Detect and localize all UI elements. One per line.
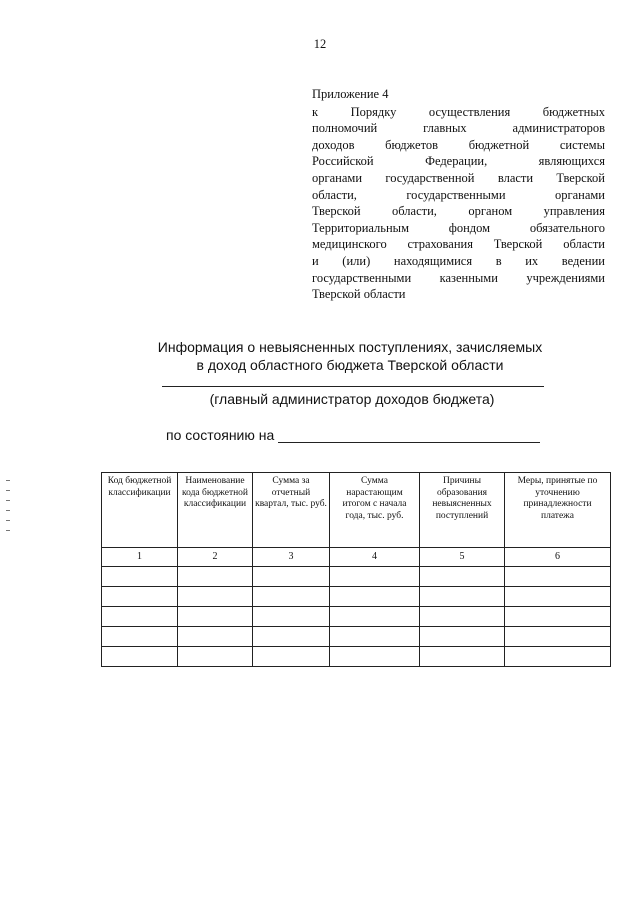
table-cell[interactable] [330,587,420,607]
margin-mark [6,510,10,511]
margin-mark [6,490,10,491]
appendix-line: полномочий главных администраторов [312,121,605,136]
column-header: Наименование кода бюджетной классификации [178,473,253,548]
column-number: 3 [253,548,330,567]
appendix-line: медицинского страхования Тверской области [312,237,605,252]
status-row [166,427,546,443]
document-heading [150,338,550,374]
admin-fill-line[interactable] [162,386,544,387]
table-cell[interactable] [505,567,611,587]
appendix-line: доходов бюджетов бюджетной системы [312,137,605,152]
column-number: 4 [330,548,420,567]
table-header-row [102,473,611,548]
table-cell[interactable] [505,627,611,647]
column-number: 6 [505,548,611,567]
table-cell[interactable] [178,627,253,647]
margin-marks [6,480,10,540]
margin-mark [6,480,10,481]
appendix-line: и (или) находящимися в их ведении [312,253,605,268]
heading-line-1: Информация о невыясненных поступлениях, зачисляемых [157,339,543,355]
table-cell[interactable] [178,647,253,667]
margin-mark [6,520,10,521]
table-cell[interactable] [102,607,178,627]
table-cell[interactable] [253,627,330,647]
appendix-line: Российской Федерации, являющихся [312,154,605,169]
table-cell[interactable] [505,607,611,627]
appendix-line: органами государственной власти Тверской [312,170,605,185]
column-number: 5 [420,548,505,567]
table-cell[interactable] [102,647,178,667]
table-cell[interactable] [253,587,330,607]
appendix-block [312,86,605,303]
appendix-line: области, государственными органами [312,187,605,202]
page-number: 12 [313,37,327,51]
column-header: Причины образования невыясненных поступлений [420,473,505,548]
table-cell[interactable] [102,567,178,587]
table-cell[interactable] [330,607,420,627]
table-cell[interactable] [178,607,253,627]
appendix-line: Тверской области [312,287,406,302]
report-table [101,472,611,667]
table-row [102,647,611,667]
table-cell[interactable] [420,607,505,627]
table-row [102,627,611,647]
margin-mark [6,500,10,501]
table-cell[interactable] [420,587,505,607]
appendix-line: государственными казенными учреждениями [312,270,605,285]
table-cell[interactable] [253,607,330,627]
table-cell[interactable] [178,567,253,587]
table-cell[interactable] [330,627,420,647]
heading-line-2: в доход областного бюджета Тверской области [196,357,504,373]
column-number-row [102,548,611,567]
appendix-line: Территориальным фондом обязательного [312,220,605,235]
margin-mark [6,530,10,531]
status-date-field[interactable] [278,428,540,443]
table-cell[interactable] [178,587,253,607]
column-number: 1 [102,548,178,567]
table-cell[interactable] [420,567,505,587]
column-header: Сумма нарастающим итогом с начала года, тыс. руб. [330,473,420,548]
table-cell[interactable] [102,587,178,607]
status-label: по состоянию на [166,427,275,443]
column-header: Код бюджетной классификации [102,473,178,548]
appendix-title: Приложение 4 [312,87,389,101]
admin-caption: (главный администратор доходов бюджета) [209,391,495,407]
table-row [102,587,611,607]
column-header: Сумма за отчетный квартал, тыс. руб. [253,473,330,548]
table-row [102,567,611,587]
table-cell[interactable] [420,647,505,667]
column-header: Меры, принятые по уточнению принадлежности платежа [505,473,611,548]
table-cell[interactable] [420,627,505,647]
table-cell[interactable] [505,647,611,667]
table-cell[interactable] [253,567,330,587]
table-cell[interactable] [330,567,420,587]
appendix-line: Тверской области, органом управления [312,204,605,219]
table-cell[interactable] [102,627,178,647]
table-row [102,607,611,627]
table-cell[interactable] [330,647,420,667]
column-number: 2 [178,548,253,567]
appendix-line: к Порядку осуществления бюджетных [312,104,605,119]
table-cell[interactable] [253,647,330,667]
table-cell[interactable] [505,587,611,607]
